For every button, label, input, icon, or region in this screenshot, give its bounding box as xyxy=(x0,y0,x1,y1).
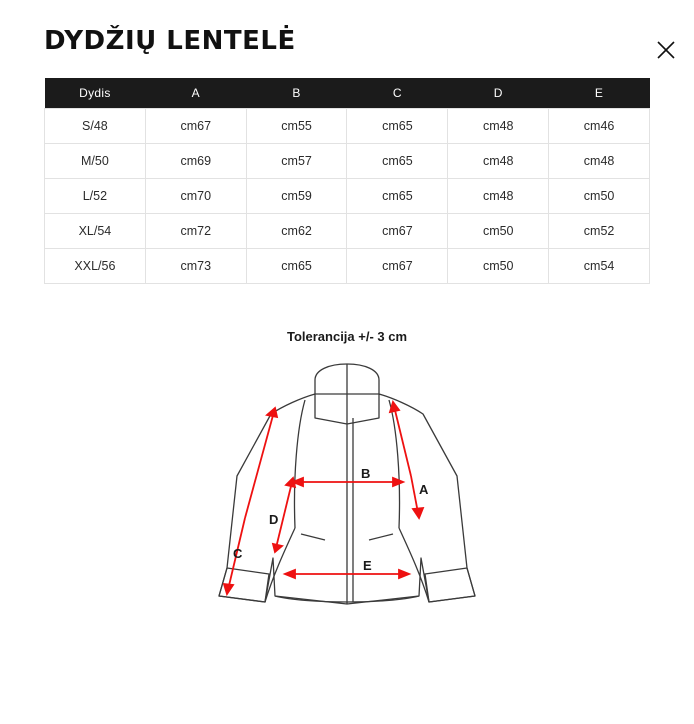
table-cell: cm65 xyxy=(347,108,448,143)
page-title: DYDŽIŲ LENTELĖ xyxy=(44,26,296,56)
table-row xyxy=(45,248,650,283)
size-table-container xyxy=(44,78,650,284)
table-cell: cm48 xyxy=(448,108,549,143)
table-cell: cm62 xyxy=(246,213,347,248)
table-cell: cm65 xyxy=(347,178,448,213)
table-cell: L/52 xyxy=(45,178,146,213)
table-cell: cm65 xyxy=(347,143,448,178)
table-cell: cm55 xyxy=(246,108,347,143)
table-row xyxy=(45,108,650,143)
table-cell: cm67 xyxy=(145,108,246,143)
table-cell: cm50 xyxy=(448,248,549,283)
column-header-size: Dydis xyxy=(45,78,146,108)
table-cell: cm54 xyxy=(549,248,650,283)
table-cell: cm67 xyxy=(347,248,448,283)
size-table xyxy=(44,78,650,284)
table-cell: cm70 xyxy=(145,178,246,213)
diagram-label-b: B xyxy=(361,465,371,481)
table-cell: cm48 xyxy=(549,143,650,178)
close-dialog-button[interactable] xyxy=(652,36,680,64)
column-header-d: D xyxy=(448,78,549,108)
table-body xyxy=(45,108,650,283)
table-cell: XL/54 xyxy=(45,213,146,248)
table-row xyxy=(45,178,650,213)
column-header-a: A xyxy=(145,78,246,108)
table-cell: cm72 xyxy=(145,213,246,248)
table-cell: cm73 xyxy=(145,248,246,283)
jacket-measurement-diagram xyxy=(197,358,497,628)
table-cell: cm48 xyxy=(448,178,549,213)
table-cell: cm48 xyxy=(448,143,549,178)
table-cell: cm50 xyxy=(549,178,650,213)
diagram-label-d: D xyxy=(269,511,279,527)
diagram-container xyxy=(0,358,694,628)
column-header-c: C xyxy=(347,78,448,108)
table-row xyxy=(45,213,650,248)
table-cell: cm57 xyxy=(246,143,347,178)
table-cell: cm46 xyxy=(549,108,650,143)
diagram-label-e: E xyxy=(363,557,372,573)
table-cell: cm59 xyxy=(246,178,347,213)
table-cell: cm67 xyxy=(347,213,448,248)
tolerance-note: Tolerancija +/- 3 cm xyxy=(286,328,408,344)
diagram-label-a: A xyxy=(419,481,429,497)
table-row xyxy=(45,143,650,178)
table-cell: cm69 xyxy=(145,143,246,178)
column-header-b: B xyxy=(246,78,347,108)
table-cell: S/48 xyxy=(45,108,146,143)
table-cell: cm52 xyxy=(549,213,650,248)
table-cell: XXL/56 xyxy=(45,248,146,283)
close-icon xyxy=(656,40,676,60)
column-header-e: E xyxy=(549,78,650,108)
table-header-row xyxy=(45,78,650,108)
table-cell: M/50 xyxy=(45,143,146,178)
table-cell: cm65 xyxy=(246,248,347,283)
table-cell: cm50 xyxy=(448,213,549,248)
table-header xyxy=(45,78,650,108)
diagram-label-c: C xyxy=(233,545,243,561)
